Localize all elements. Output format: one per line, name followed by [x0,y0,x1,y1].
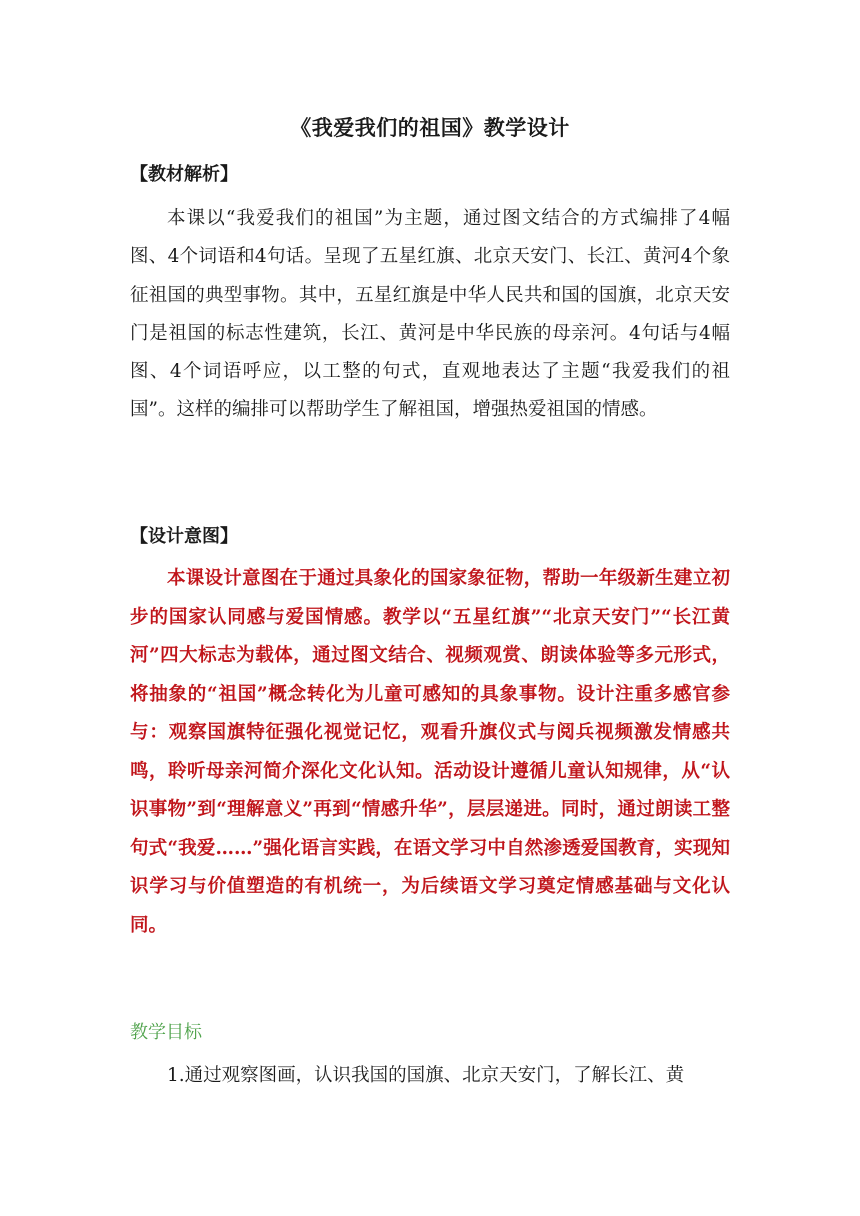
design-intent-paragraph: 本课设计意图在于通过具象化的国家象征物，帮助一年级新生建立初步的国家认同感与爱国情感。教学以“五星红旗”“北京天安门”“长江黄河”四大标志为载体，通过图文结合、视频观赏、朗读体验等多元形式，将抽象的“祖国”概念转化为儿童可感知的具象事物。设计注重多感官参与：观察国旗特征强化视觉记忆，观看升旗仪式与阅兵视频激发情感共鸣，聆听母亲河简介深化文化认知。活动设计遵循儿童认知规律，从“认识事物”到“理解意义”再到“情感升华”，层层递进。同时，通过朗读工整句式“我爱……”强化语言实践，在语文学习中自然渗透爱国教育，实现知识学习与价值塑造的有机统一，为后续语文学习奠定情感基础与文化认同。 [130,568,730,936]
textbook-analysis-paragraph: 本课以“我爱我们的祖国”为主题，通过图文结合的方式编排了4幅图、4个词语和4句话。呈现了五星红旗、北京天安门、长江、黄河4个象征祖国的典型事物。其中，五星红旗是中华人民共和国的国旗，北京天安门是祖国的标志性建筑，长江、黄河是中华民族的母亲河。4句话与4幅图、4个词语呼应，以工整的句式，直观地表达了主题“我爱我们的祖国”。这样的编排可以帮助学生了解祖国，增强热爱祖国的情感。 [130,208,730,421]
section-heading-design-intent: 【设计意图】 [130,526,238,547]
document-title: 《我爱我们的祖国》教学设计 [290,115,570,140]
teaching-goal-item-1: 1.通过观察图画，认识我国的国旗、北京天安门，了解长江、黄 [167,1065,685,1086]
section-heading-teaching-goals: 教学目标 [130,1022,202,1043]
section-heading-textbook-analysis: 【教材解析】 [130,164,238,185]
